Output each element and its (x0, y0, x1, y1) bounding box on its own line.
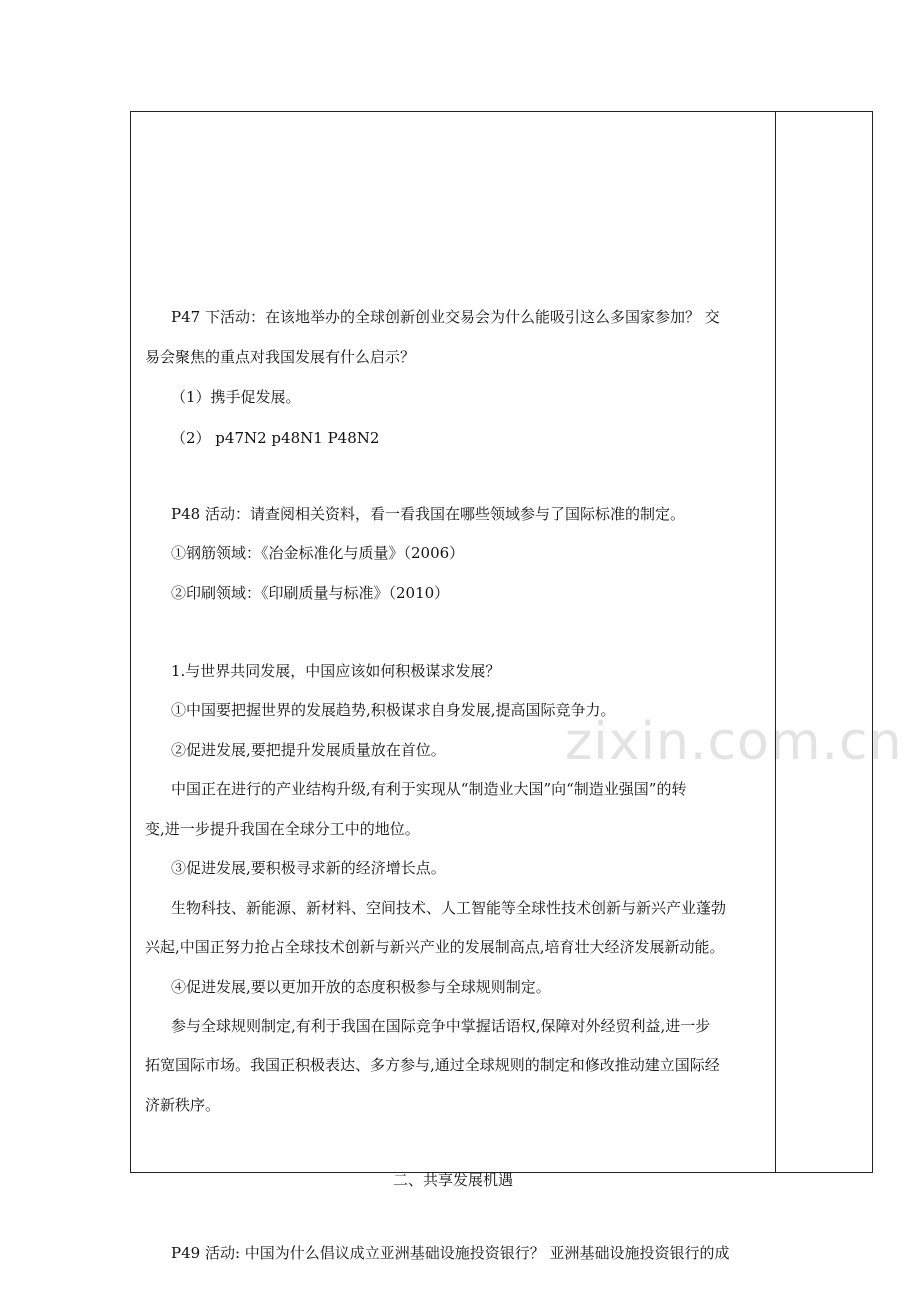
text-line: 拓宽国际市场。我国正积极表达、多方参与,通过全球规则的制定和修改推动建立国际经 (145, 1056, 720, 1074)
section-heading: 二、共享发展机遇 (392, 1171, 513, 1189)
text-line: ③促进发展,要积极寻求新的经济增长点。 (171, 859, 446, 877)
text-line: 生物科技、新能源、新材料、空间技术、人工智能等全球性技术创新与新兴产业蓬勃 (171, 899, 727, 917)
text-line: 济新秩序。 (145, 1096, 221, 1114)
watermark: zixin.com.cn (565, 712, 903, 772)
text-line: 参与全球规则制定,有利于我国在国际竞争中掌握话语权,保障对外经贸利益,进一步 (171, 1017, 711, 1035)
text-line: ①钢筋领域：《冶金标准化与质量》（2006） (171, 544, 465, 562)
text-line: P49 活动: 中国为什么倡议成立亚洲基础设施投资银行？ 亚洲基础设施投资银行的成 (171, 1244, 730, 1262)
text-line: 中国正在进行的产业结构升级,有利于实现从“制造业大国”向“制造业强国”的转 (171, 780, 687, 798)
text-line: ①中国要把握世界的发展趋势,积极谋求自身发展,提高国际竞争力。 (171, 701, 616, 719)
text-line: ④促进发展,要以更加开放的态度积极参与全球规则制定。 (171, 978, 551, 996)
text-line: ②促进发展,要把提升发展质量放在首位。 (171, 741, 446, 759)
text-line: 兴起,中国正努力抢占全球技术创新与新兴产业的发展制高点,培育壮大经济发展新动能。 (145, 938, 725, 956)
text-line: （2） p47N2 p48N1 P48N2 (171, 429, 380, 447)
content-cell (131, 112, 903, 1262)
text-line: ②印刷领域：《印刷质量与标准》（2010） (171, 584, 450, 602)
text-line: P48 活动：请查阅相关资料，看一看我国在哪些领域参与了国际标准的制定。 (171, 505, 685, 523)
text-line: 易会聚焦的重点对我国发展有什么启示？ (145, 348, 416, 366)
text-line: P47 下活动：在该地举办的全球创新创业交易会为什么能吸引这么多国家参加？ 交 (171, 308, 720, 326)
notes-cell (776, 112, 872, 1172)
lesson-table (130, 111, 903, 1262)
text-line: 变,进一步提升我国在全球分工中的地位。 (145, 820, 420, 838)
text-line: 1.与世界共同发展，中国应该如何积极谋求发展？ (171, 662, 501, 680)
text-line: （1）携手促发展。 (171, 388, 301, 406)
